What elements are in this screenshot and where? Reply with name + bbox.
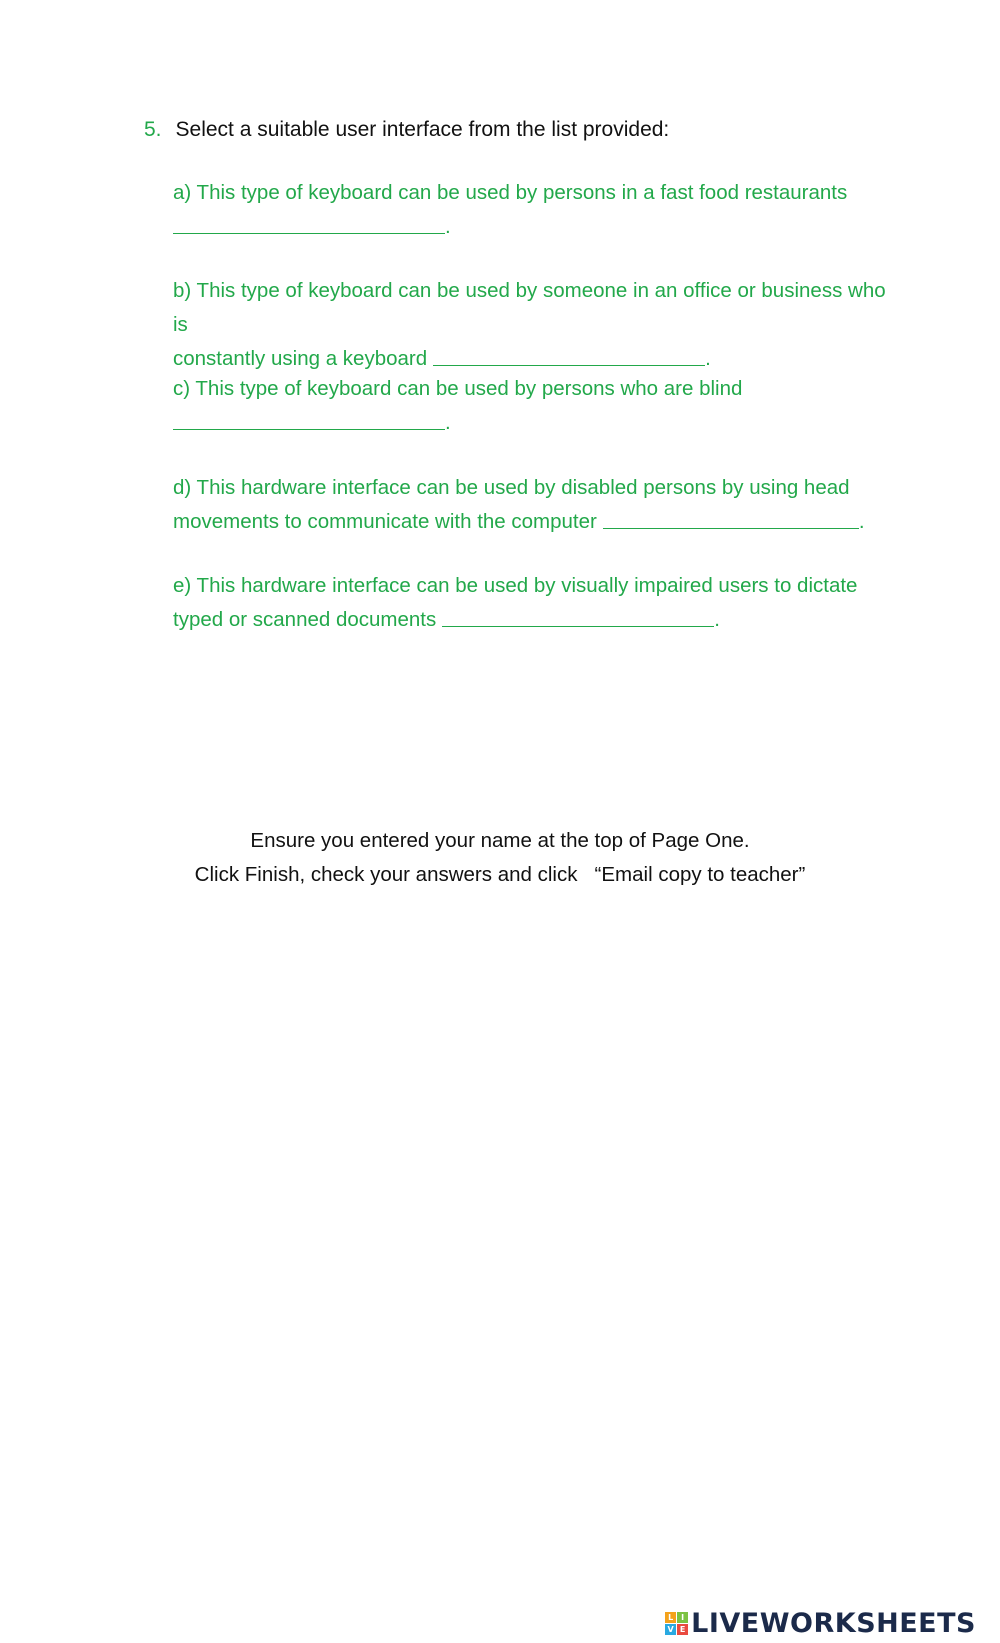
answer-field-d[interactable] — [603, 505, 859, 529]
item-b-text: b) This type of keyboard can be used by someone in an office or business who is — [173, 279, 886, 336]
logo-mark-icon — [665, 1612, 688, 1635]
footer-line-1: Ensure you entered your name at the top of Page One. — [250, 829, 750, 852]
item-b — [173, 274, 893, 376]
item-d — [173, 471, 893, 539]
item-e-text: e) This hardware interface can be used by visually impaired users to dictate — [173, 574, 858, 597]
logo-letter-e: E — [677, 1624, 688, 1635]
item-d-text-cont: movements to communicate with the computer — [173, 510, 597, 533]
answer-field-b[interactable] — [433, 342, 705, 366]
item-d-period: . — [858, 510, 865, 533]
item-b-period: . — [705, 347, 711, 370]
question-prompt: Select a suitable user interface from the list provided: — [175, 118, 670, 141]
liveworksheets-logo — [665, 1608, 976, 1639]
item-a — [173, 176, 893, 244]
logo-letter-v: V — [665, 1624, 676, 1635]
item-e-period: . — [714, 608, 720, 631]
item-b-text-cont: constantly using a keyboard — [173, 347, 428, 370]
item-c-period: . — [445, 411, 451, 434]
footer-line-2: Click Finish, check your answers and click “Email copy to teacher” — [194, 863, 806, 886]
item-d-text: d) This hardware interface can be used by disabled persons by using head — [173, 476, 850, 499]
logo-text: LIVEWORKSHEETS — [691, 1608, 976, 1639]
answer-field-c[interactable] — [173, 406, 445, 430]
item-c-text: c) This type of keyboard can be used by persons who are blind — [173, 377, 743, 400]
question-header — [144, 118, 669, 142]
logo-letter-l: L — [665, 1612, 676, 1623]
item-a-period: . — [445, 215, 451, 238]
item-c — [173, 372, 893, 440]
answer-field-a[interactable] — [173, 210, 445, 234]
item-a-text: a) This type of keyboard can be used by persons in a fast food restaurants — [173, 181, 848, 204]
item-e — [173, 569, 893, 637]
logo-letter-i: I — [677, 1612, 688, 1623]
question-number: 5. — [144, 118, 162, 141]
item-e-text-cont: typed or scanned documents — [173, 608, 437, 631]
footer-instructions — [0, 824, 1000, 892]
answer-field-e[interactable] — [442, 603, 714, 627]
